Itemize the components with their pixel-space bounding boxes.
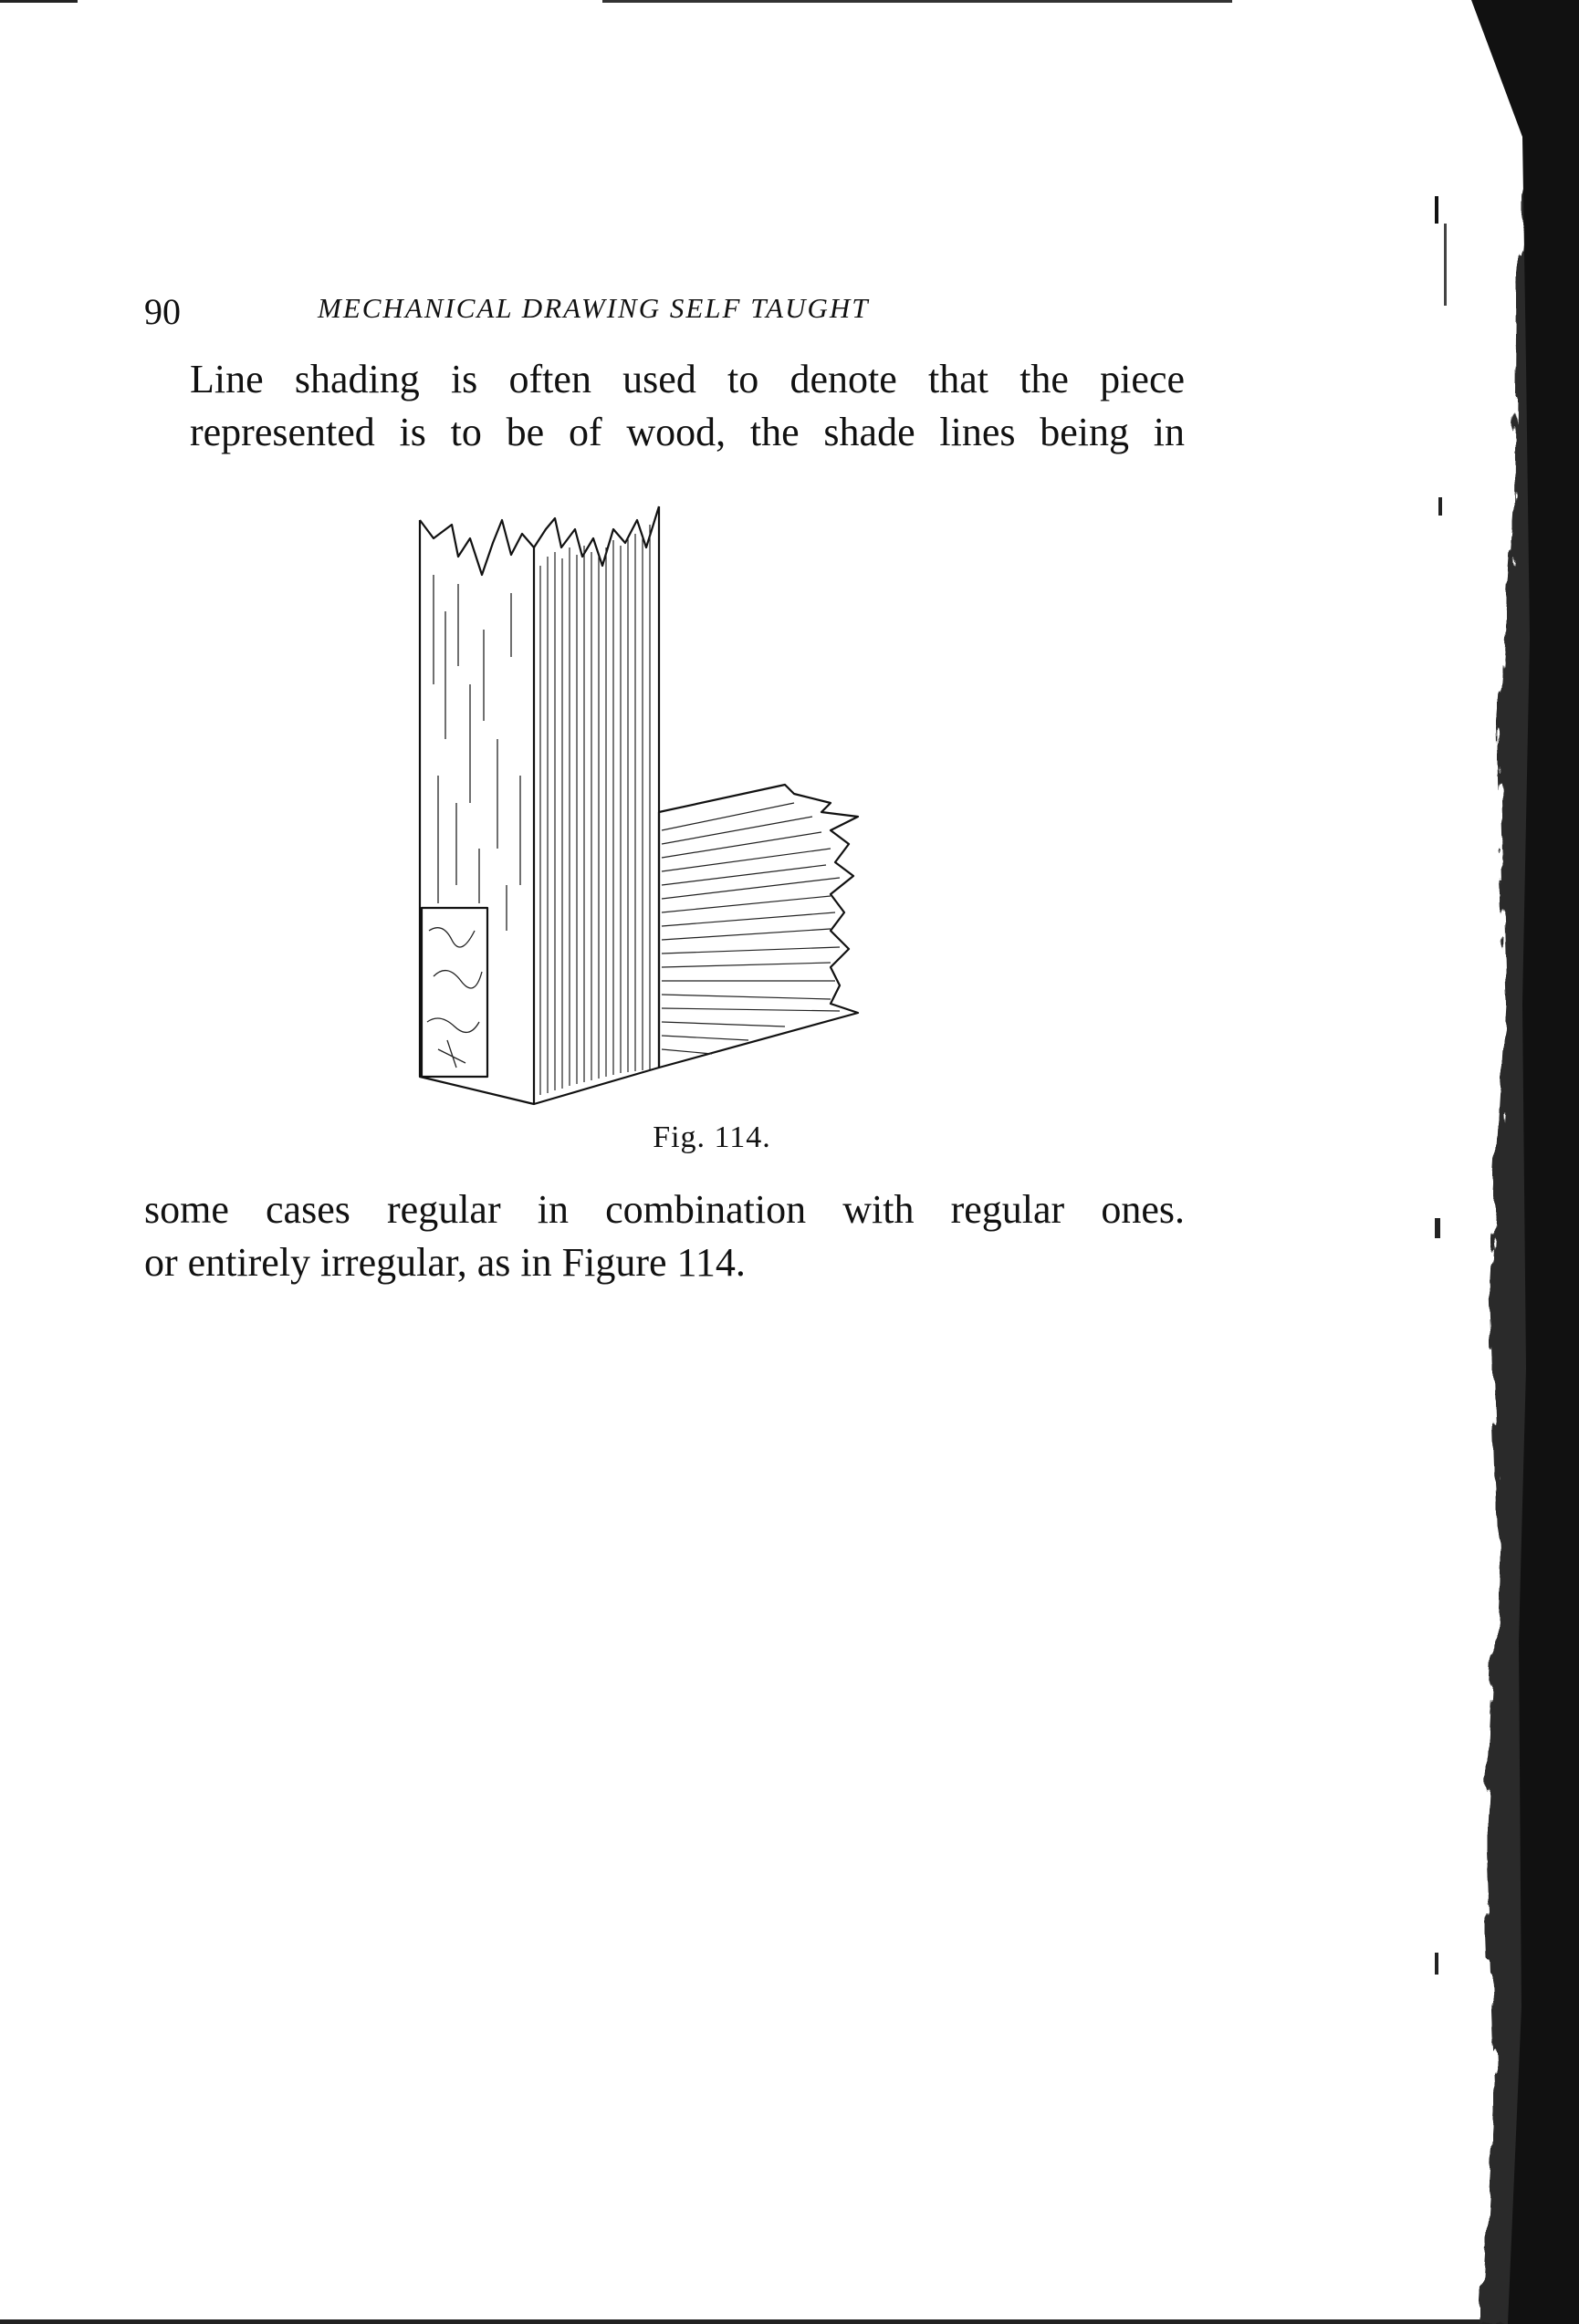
text-line: or entirely irregular, as in Figure 114. — [144, 1240, 746, 1285]
text-line: Line shading is often used to denote that the piece — [190, 357, 1185, 401]
scan-artifact-top — [602, 0, 1232, 3]
scanned-page-edge — [1435, 0, 1579, 2324]
running-title: MECHANICAL DRAWING SELF TAUGHT — [318, 292, 870, 324]
running-head — [144, 290, 1057, 334]
paragraph-1 — [144, 353, 1185, 459]
page-number: 90 — [144, 291, 181, 332]
paragraph-2 — [144, 1183, 1185, 1289]
text-line: represented is to be of wood, the shade lines being in — [190, 410, 1185, 454]
figure-114-wood-joint-drawing — [402, 502, 913, 1113]
scan-artifact-top-left — [0, 0, 78, 3]
figure-caption: Fig. 114. — [653, 1120, 771, 1154]
text-line: some cases regular in combination with regular ones. — [144, 1187, 1185, 1232]
scan-artifact-bottom — [0, 2319, 1579, 2324]
